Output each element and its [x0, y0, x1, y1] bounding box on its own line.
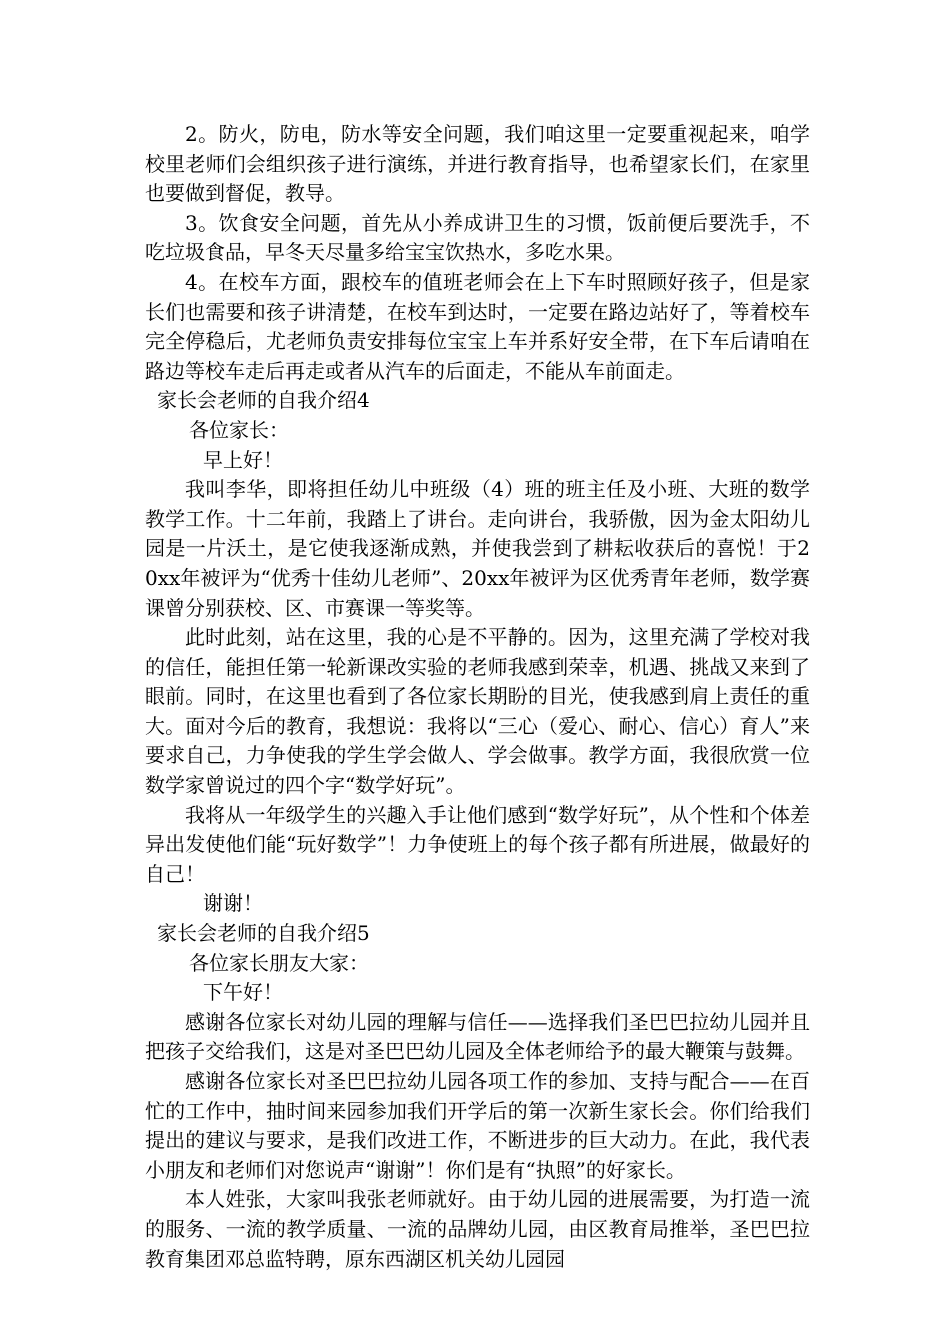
section-heading-5: 家长会老师的自我介绍5: [157, 921, 370, 946]
paragraph-plan-4: 我将从一年级学生的兴趣入手让他们感到“数学好玩”，从个性和个体差异出发使他们能“玩好数学”！力争使班上的每个孩子都有所进展，做最好的自己！: [145, 802, 810, 886]
salutation-4: 各位家长：: [189, 417, 289, 442]
paragraph-food-safety: 3。饮食安全问题，首先从小养成讲卫生的习惯，饭前便后要洗手，不吃垃圾食品，早冬天尽量多给宝宝饮热水，多吃水果。: [145, 210, 810, 265]
paragraph-school-bus: 4。在校车方面，跟校车的值班老师会在上下车时照顾好孩子，但是家长们也需要和孩子讲清楚，在校车到达时，一定要在路边站好了，等着校车完全停稳后，尤老师负责安排每位宝宝上车并系好安全带，在下车后请咱在路边等校车走后再走或者从汽车的后面走，不能从车前面走。: [145, 269, 810, 383]
salutation-5: 各位家长朋友大家：: [189, 950, 369, 975]
section-heading-4: 家长会老师的自我介绍4: [157, 388, 370, 413]
paragraph-self-5: 本人姓张，大家叫我张老师就好。由于幼儿园的进展需要，为打造一流的服务、一流的教学质量、一流的品牌幼儿园，由区教育局推举，圣巴巴拉教育集团邓总监特聘，原东西湖区机关幼儿园园: [145, 1187, 810, 1271]
thanks-4: 谢谢！: [203, 891, 263, 916]
paragraph-thanks-5a: 感谢各位家长对幼儿园的理解与信任——选择我们圣巴巴拉幼儿园并且把孩子交给我们，这是对圣巴巴幼儿园及全体老师给予的最大鞭策与鼓舞。: [145, 1009, 810, 1064]
paragraph-fire-safety: 2。防火，防电，防水等安全问题，我们咱这里一定要重视起来，咱学校里老师们会组织孩子进行演练，并进行教育指导，也希望家长们，在家里也要做到督促，教导。: [145, 122, 810, 206]
greeting-5: 下午好！: [203, 980, 283, 1005]
document-body: [145, 120, 810, 1274]
paragraph-intro-4: 我叫李华，即将担任幼儿中班级（4）班的班主任及小班、大班的数学教学工作。十二年前，我踏上了讲台。走向讲台，我骄傲，因为金太阳幼儿园是一片沃土，是它使我逐渐成熟，并使我尝到了耕耘收获后的喜悦！于20xx年被评为“优秀十佳幼儿老师”、20xx年被评为区优秀青年老师，数学赛课曾分别获校、区、市赛课一等奖等。: [145, 477, 810, 620]
greeting-4: 早上好！: [203, 447, 283, 472]
paragraph-moment-4: 此时此刻，站在这里，我的心是不平静的。因为，这里充满了学校对我的信任，能担任第一轮新课改实验的老师我感到荣幸，机遇、挑战又来到了眼前。同时，在这里也看到了各位家长期盼的目光，使我感到肩上责任的重大。面对今后的教育，我想说：我将以“三心（爱心、耐心、信心）育人”来要求自己，力争使我的学生学会做人、学会做事。教学方面，我很欣赏一位数学家曾说过的四个字“数学好玩”。: [145, 625, 810, 798]
paragraph-thanks-5b: 感谢各位家长对圣巴巴拉幼儿园各项工作的参加、支持与配合——在百忙的工作中，抽时间来园参加我们开学后的第一次新生家长会。你们给我们提出的建议与要求，是我们改进工作，不断进步的巨大动力。在此，我代表小朋友和老师们对您说声“谢谢”！你们是有“执照”的好家长。: [145, 1069, 810, 1182]
